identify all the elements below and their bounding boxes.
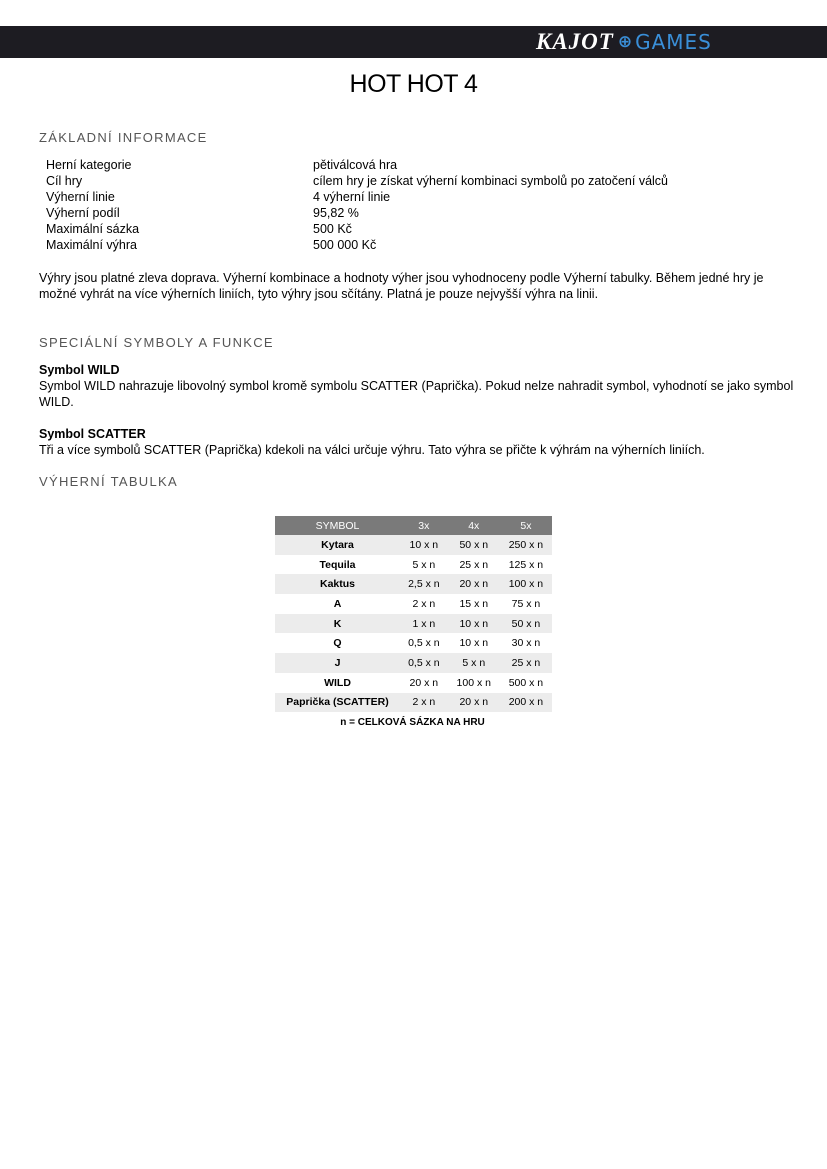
table-row — [275, 594, 552, 614]
symbol-cell: Paprička (SCATTER) — [275, 693, 400, 713]
scatter-text: Tři a více symbolů SCATTER (Paprička) kdekoli na válci určuje výhru. Tato výhra se přičte k výhrám na výherních liniích. — [39, 443, 705, 457]
payout-cell: 1 x n — [400, 614, 448, 634]
table-row — [275, 693, 552, 713]
payout-cell: 5 x n — [400, 555, 448, 575]
payout-cell: 30 x n — [500, 633, 552, 653]
payout-cell: 20 x n — [400, 673, 448, 693]
info-value: 95,82 % — [313, 206, 359, 220]
table-row — [275, 574, 552, 594]
symbol-cell: Kytara — [275, 535, 400, 555]
table-row — [275, 535, 552, 555]
table-row — [275, 653, 552, 673]
kajot-games-logo — [536, 28, 712, 56]
payout-cell: 50 x n — [448, 535, 500, 555]
payout-cell: 25 x n — [500, 653, 552, 673]
payout-cell: 20 x n — [448, 693, 500, 713]
header-bar — [0, 26, 827, 58]
header-5x: 5x — [500, 516, 552, 535]
payout-cell: 0,5 x n — [400, 653, 448, 673]
table-row — [275, 633, 552, 653]
info-label: Maximální sázka — [46, 222, 140, 236]
symbol-cell: Kaktus — [275, 574, 400, 594]
payout-cell: 5 x n — [448, 653, 500, 673]
scatter-title: Symbol SCATTER — [39, 427, 146, 441]
header-3x: 3x — [400, 516, 448, 535]
payout-cell: 10 x n — [400, 535, 448, 555]
payout-cell: 10 x n — [448, 614, 500, 634]
logo-kajot-text: KAJOT — [536, 29, 614, 54]
scatter-block — [39, 426, 799, 458]
paytable-table — [275, 516, 552, 712]
section-heading-paytable: VÝHERNÍ TABULKA — [39, 474, 178, 489]
symbol-cell: Tequila — [275, 555, 400, 575]
payout-cell: 20 x n — [448, 574, 500, 594]
info-label: Herní kategorie — [46, 158, 132, 172]
payout-cell: 75 x n — [500, 594, 552, 614]
payout-cell: 25 x n — [448, 555, 500, 575]
payout-cell: 10 x n — [448, 633, 500, 653]
payout-cell: 50 x n — [500, 614, 552, 634]
paytable-footnote: n = CELKOVÁ SÁZKA NA HRU — [340, 717, 485, 729]
paytable — [275, 516, 552, 728]
rules-paragraph: Výhry jsou platné zleva doprava. Výherní kombinace a hodnoty výher jsou vyhodnoceny podle Výherní tabulky. Během jedné hry je možné vyhrát na více výherních liniích, tyto výhry jsou sčítány. Platná je pouze nejvyšší výhra na linii. — [39, 271, 764, 301]
info-label: Cíl hry — [46, 174, 83, 188]
payout-cell: 125 x n — [500, 555, 552, 575]
table-row — [275, 673, 552, 693]
page-title: HOT HOT 4 — [349, 70, 478, 98]
info-label: Výherní podíl — [46, 206, 120, 220]
paytable-header-row — [275, 516, 552, 535]
symbol-cell: J — [275, 653, 400, 673]
wild-title: Symbol WILD — [39, 363, 120, 377]
payout-cell: 250 x n — [500, 535, 552, 555]
wild-block — [39, 362, 799, 410]
payout-cell: 2,5 x n — [400, 574, 448, 594]
table-row — [275, 614, 552, 634]
symbol-cell: A — [275, 594, 400, 614]
header-4x: 4x — [448, 516, 500, 535]
info-label: Výherní linie — [46, 190, 115, 204]
info-value: 4 výherní linie — [313, 190, 391, 204]
payout-cell: 500 x n — [500, 673, 552, 693]
symbol-cell: K — [275, 614, 400, 634]
payout-cell: 2 x n — [400, 594, 448, 614]
symbol-cell: Q — [275, 633, 400, 653]
table-row — [275, 555, 552, 575]
info-row — [46, 237, 668, 253]
payout-cell: 100 x n — [500, 574, 552, 594]
payout-cell: 2 x n — [400, 693, 448, 713]
section-heading-basic: ZÁKLADNÍ INFORMACE — [39, 130, 208, 145]
info-row — [46, 205, 668, 221]
globe-icon: ⊕ — [617, 32, 634, 52]
payout-cell: 100 x n — [448, 673, 500, 693]
section-heading-special: SPECIÁLNÍ SYMBOLY A FUNKCE — [39, 335, 274, 350]
info-row — [46, 189, 668, 205]
info-value: cílem hry je získat výherní kombinaci symbolů po zatočení válců — [313, 174, 669, 188]
info-value: 500 000 Kč — [313, 238, 377, 252]
payout-cell: 15 x n — [448, 594, 500, 614]
payout-cell: 200 x n — [500, 693, 552, 713]
basic-info-table — [46, 157, 668, 253]
symbol-cell: WILD — [275, 673, 400, 693]
info-label: Maximální výhra — [46, 238, 137, 252]
info-row — [46, 221, 668, 237]
info-value: pětiválcová hra — [313, 158, 398, 172]
info-value: 500 Kč — [313, 222, 352, 236]
wild-text: Symbol WILD nahrazuje libovolný symbol kromě symbolu SCATTER (Paprička). Pokud nelze nahradit symbol, vyhodnotí se jako symbol WILD. — [39, 379, 794, 409]
header-symbol: SYMBOL — [275, 516, 400, 535]
info-row — [46, 157, 668, 173]
payout-cell: 0,5 x n — [400, 633, 448, 653]
logo-games-text: GAMES — [635, 30, 712, 54]
info-row — [46, 173, 668, 189]
